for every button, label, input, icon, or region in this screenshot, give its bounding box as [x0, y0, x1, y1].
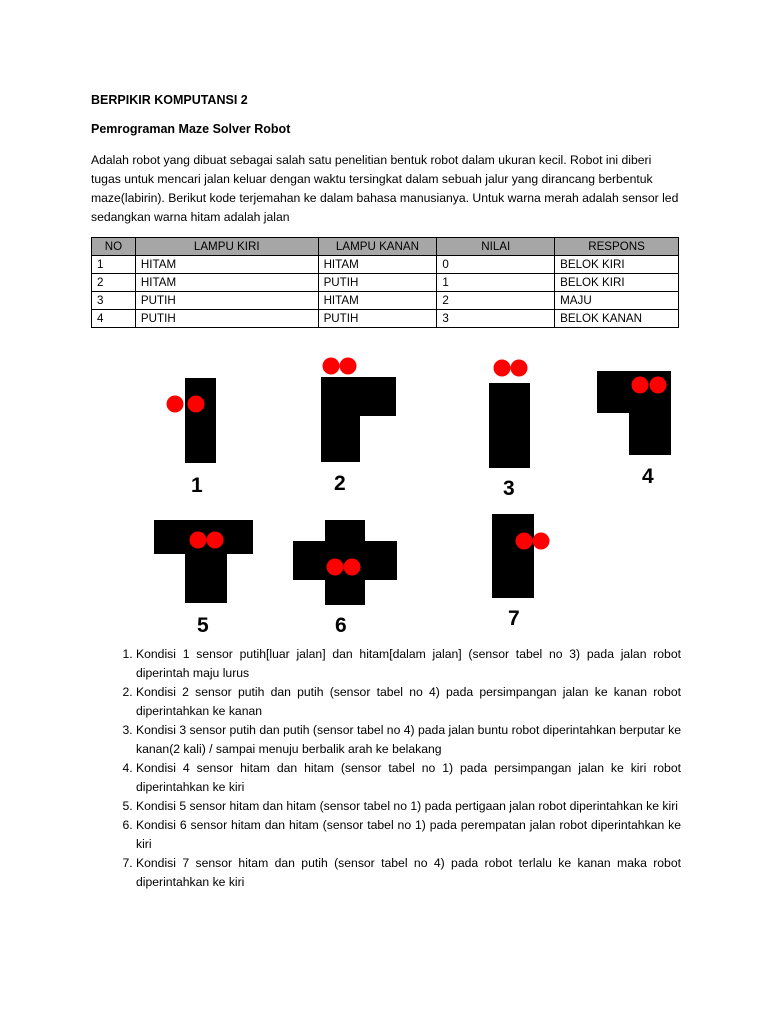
table-cell: PUTIH	[135, 310, 318, 328]
figure-6-crossroad	[293, 520, 397, 605]
table-cell: BELOK KIRI	[555, 256, 679, 274]
table-cell: PUTIH	[318, 274, 437, 292]
figure-3-dead-end	[489, 360, 530, 469]
figure-label-6: 6	[335, 614, 347, 637]
sensor-table	[91, 237, 679, 328]
table-cell: HITAM	[135, 274, 318, 292]
figure-label-4: 4	[642, 465, 654, 488]
table-header-row	[92, 238, 679, 256]
figure-label-7: 7	[508, 607, 520, 630]
column-header-lampu-kanan: LAMPU KANAN	[318, 238, 437, 256]
list-item: 3. Kondisi 3 sensor putih dan putih (sensor tabel no 4) pada jalan buntu robot diperintahkan berputar ke kanan(2 kali) / sampai menuju berbalik arah ke belakang	[136, 721, 681, 759]
table-cell: HITAM	[318, 256, 437, 274]
table-cell: 3	[437, 310, 555, 328]
figure-label-3: 3	[503, 477, 515, 500]
figure-label-1: 1	[191, 474, 203, 497]
document-title: BERPIKIR KOMPUTANSI 2	[91, 93, 248, 107]
list-item: 7. Kondisi 7 sensor hitam dan putih (sensor tabel no 4) pada robot terlalu ke kanan maka robot diperintahkan ke kiri	[136, 854, 681, 892]
column-header-respons: RESPONS	[555, 238, 679, 256]
column-header-nilai: NILAI	[437, 238, 555, 256]
table-cell: 1	[437, 274, 555, 292]
list-item: 6. Kondisi 6 sensor hitam dan hitam (sensor tabel no 1) pada perempatan jalan robot diperintahkan ke kiri	[136, 816, 681, 854]
column-header-lampu-kiri: LAMPU KIRI	[135, 238, 318, 256]
table-cell: BELOK KANAN	[555, 310, 679, 328]
figure-4-left-junction	[597, 371, 671, 455]
column-header-no: NO	[92, 238, 136, 256]
intro-paragraph: Adalah robot yang dibuat sebagai salah satu penelitian bentuk robot dalam ukuran kecil. Robot ini diberi tugas untuk mencari jalan keluar dengan waktu tersingkat dalam sebuah jalur yang dirancang berbentuk maze(labirin). Berikut kode terjemahan ke dalam bahasa manusianya. Untuk warna merah adalah sensor led sedangkan warna hitam adalah jalan	[91, 153, 679, 224]
figure-5-t-junction	[154, 520, 253, 603]
table-cell: MAJU	[555, 292, 679, 310]
figure-2-right-junction	[321, 358, 396, 463]
figure-1-straight-path	[167, 378, 217, 463]
table-cell: BELOK KIRI	[555, 274, 679, 292]
table-cell: 2	[437, 292, 555, 310]
table-cell: PUTIH	[318, 310, 437, 328]
table-cell: 4	[92, 310, 136, 328]
list-item: 4. Kondisi 4 sensor hitam dan hitam (sensor tabel no 1) pada persimpangan jalan ke kiri robot diperintahkan ke kiri	[136, 759, 681, 797]
figure-7-off-right	[492, 514, 550, 598]
table-cell: HITAM	[318, 292, 437, 310]
maze-figures	[0, 340, 768, 640]
table-cell: PUTIH	[135, 292, 318, 310]
list-item: 5. Kondisi 5 sensor hitam dan hitam (sensor tabel no 1) pada pertigaan jalan robot diperintahkan ke kiri	[136, 797, 681, 816]
table-row	[92, 310, 679, 328]
table-cell: 3	[92, 292, 136, 310]
table-cell: HITAM	[135, 256, 318, 274]
table-cell: 0	[437, 256, 555, 274]
table-row	[92, 292, 679, 310]
table-cell: 1	[92, 256, 136, 274]
conditions-list	[91, 645, 681, 892]
figure-label-2: 2	[334, 472, 346, 495]
document-subtitle: Pemrograman Maze Solver Robot	[91, 122, 291, 136]
list-item: 2. Kondisi 2 sensor putih dan putih (sensor tabel no 4) pada persimpangan jalan ke kanan robot diperintahkan ke kanan	[136, 683, 681, 721]
list-item: 1. Kondisi 1 sensor putih[luar jalan] dan hitam[dalam jalan] (sensor tabel no 3) pada jalan robot diperintah maju lurus	[136, 645, 681, 683]
table-cell: 2	[92, 274, 136, 292]
figure-label-5: 5	[197, 614, 209, 637]
table-row	[92, 274, 679, 292]
table-row	[92, 256, 679, 274]
